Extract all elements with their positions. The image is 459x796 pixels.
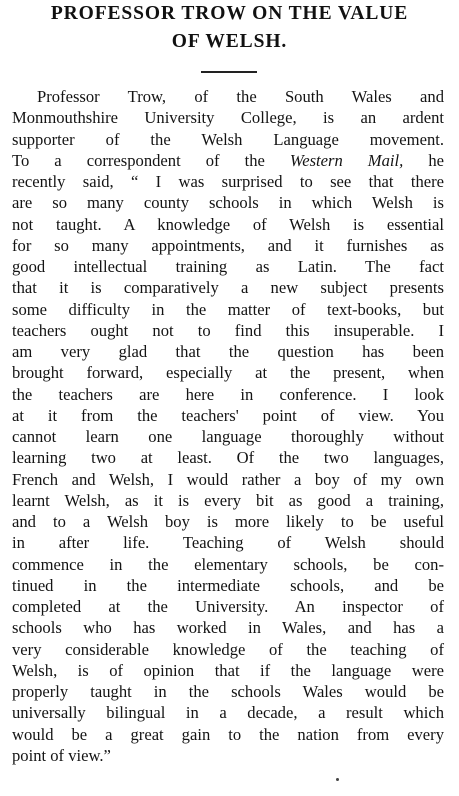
body-line: good intellectual training as Latin. The fact (12, 257, 444, 276)
body-line: cannot learn one language thoroughly without (12, 427, 444, 446)
body-line: are so many county schools in which Welsh is (12, 193, 444, 213)
body-line: learning two at least. Of the two languages, (12, 448, 444, 468)
body-line: Professor Trow, of the South Wales and (37, 87, 444, 106)
body-line: and to a Welsh boy is more likely to be useful (12, 512, 444, 531)
body-line: some difficulty in the matter of text-books, but (12, 299, 444, 319)
body-line: schools who has worked in Wales, and has a (12, 618, 444, 638)
body-line: for so many appointments, and it furnishes as (12, 235, 444, 255)
body-line-with-italic (12, 150, 444, 171)
newspaper-title: Western Mail, (289, 150, 404, 170)
headline-line-1: PROFESSOR TROW ON THE VALUE (50, 3, 409, 24)
body-line: completed at the University. An inspector of (12, 597, 444, 616)
body-line: brought forward, especially at the present, when (12, 363, 444, 383)
body-line: at it from the teachers' point of view. You (12, 405, 444, 425)
body-line: supporter of the Welsh Language movement. (12, 129, 444, 149)
headline-divider (201, 71, 257, 73)
body-line: recently said, “ I was surprised to see that there (12, 172, 444, 191)
headline-line-2: OF WELSH. (171, 31, 288, 52)
body-line: that it is comparatively a new subject presents (12, 278, 444, 298)
body-line: Monmouthshire University College, is an ardent (12, 108, 444, 128)
body-text-segment: To a correspondent of the (12, 150, 265, 170)
body-line: not taught. A knowledge of Welsh is essential (12, 214, 444, 234)
body-line: in after life. Teaching of Welsh should (12, 533, 444, 553)
body-line: teachers ought not to find this insuperable. I (12, 320, 444, 340)
body-line: learnt Welsh, as it is every bit as good a training, (12, 490, 444, 510)
body-text-segment: he (428, 150, 445, 170)
body-line: Welsh, is of opinion that if the language were (12, 660, 444, 680)
body-line: tinued in the intermediate schools, and be (12, 575, 444, 595)
body-line: universally bilingual in a decade, a result which (12, 703, 444, 723)
body-line: the teachers are here in conference. I look (12, 384, 444, 404)
body-line: properly taught in the schools Wales would be (12, 682, 444, 701)
body-line: French and Welsh, I would rather a boy of my own (12, 469, 444, 489)
body-line: very considerable knowledge of the teaching of (12, 639, 444, 659)
body-line: commence in the elementary schools, be con- (12, 554, 444, 574)
body-line: am very glad that the question has been (12, 342, 444, 361)
body-line: point of view.” (12, 745, 111, 765)
print-speck (336, 778, 339, 781)
body-line: would be a great gain to the nation from every (12, 724, 444, 744)
article-body (12, 86, 444, 766)
